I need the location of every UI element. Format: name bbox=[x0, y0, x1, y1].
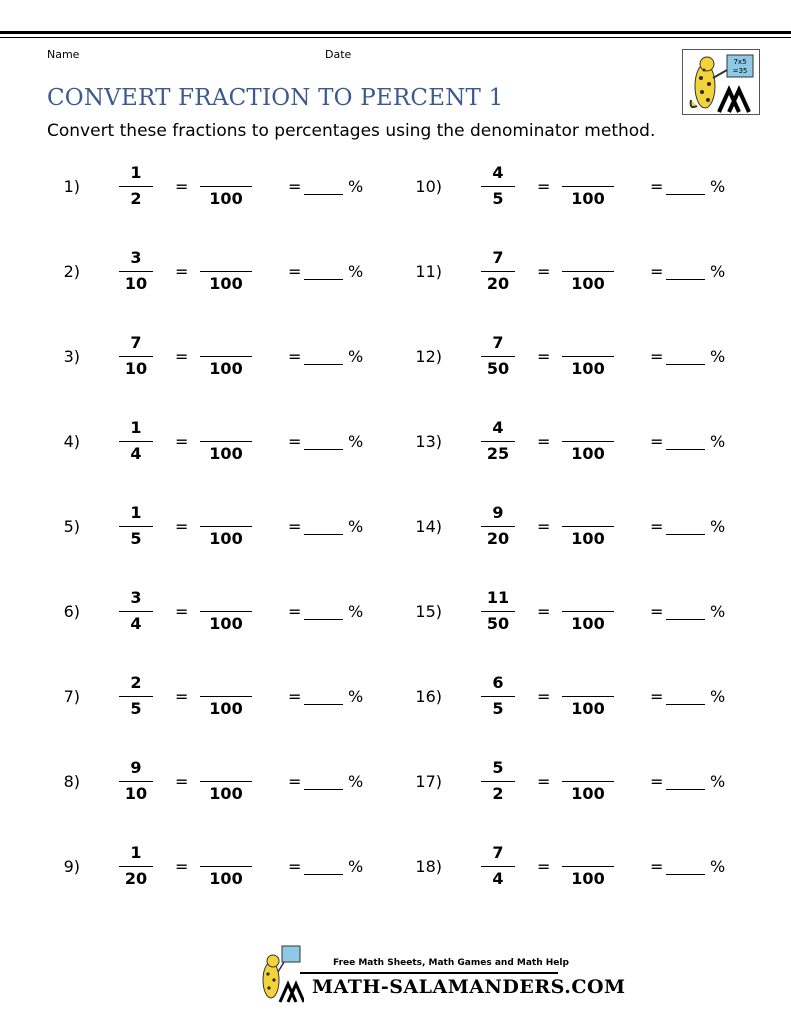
problem-item bbox=[402, 418, 732, 478]
hundred-denominator: 100 bbox=[571, 274, 605, 293]
percent-sign: % bbox=[710, 517, 726, 536]
fraction-numerator: 7 bbox=[492, 333, 504, 352]
fraction-numerator: 1 bbox=[130, 163, 142, 182]
fraction-denominator: 50 bbox=[486, 614, 510, 633]
problem-number: 18) bbox=[415, 857, 442, 876]
fraction-numerator: 3 bbox=[130, 588, 142, 607]
fraction-numerator: 2 bbox=[130, 673, 142, 692]
name-label: Name bbox=[47, 48, 80, 61]
fraction-numerator: 5 bbox=[492, 758, 504, 777]
equals-sign: = bbox=[288, 517, 302, 536]
svg-text:7x5: 7x5 bbox=[733, 58, 747, 66]
hundred-denominator: 100 bbox=[571, 614, 605, 633]
percent-answer-blank[interactable] bbox=[666, 619, 705, 620]
percent-answer-blank[interactable] bbox=[666, 534, 705, 535]
instructions: Convert these fractions to percentages using the denominator method. bbox=[47, 121, 656, 141]
equals-sign: = bbox=[537, 687, 551, 706]
percent-sign: % bbox=[710, 432, 726, 451]
equals-sign: = bbox=[537, 772, 551, 791]
fraction-denominator: 25 bbox=[486, 444, 510, 463]
fraction-numerator: 1 bbox=[130, 843, 142, 862]
percent-sign: % bbox=[710, 347, 726, 366]
percent-answer-blank[interactable] bbox=[304, 874, 343, 875]
hundred-denominator: 100 bbox=[209, 699, 243, 718]
percent-sign: % bbox=[348, 857, 364, 876]
problem-number: 15) bbox=[415, 602, 442, 621]
problem-number: 12) bbox=[415, 347, 442, 366]
problem-item bbox=[40, 843, 370, 903]
equals-sign: = bbox=[288, 177, 302, 196]
hundred-denominator: 100 bbox=[209, 274, 243, 293]
equals-sign: = bbox=[537, 347, 551, 366]
problem-number: 10) bbox=[415, 177, 442, 196]
problem-item bbox=[402, 673, 732, 733]
problem-item bbox=[40, 503, 370, 563]
fraction-bar bbox=[119, 526, 153, 527]
blank-fraction-bar bbox=[200, 611, 252, 612]
problem-item bbox=[402, 588, 732, 648]
fraction-bar bbox=[119, 441, 153, 442]
percent-sign: % bbox=[710, 687, 726, 706]
footer-tagline: Free Math Sheets, Math Games and Math Help bbox=[333, 958, 569, 968]
fraction-bar bbox=[119, 356, 153, 357]
page-title: CONVERT FRACTION TO PERCENT 1 bbox=[47, 85, 504, 111]
salamander-footer-icon bbox=[258, 944, 304, 1004]
fraction-numerator: 7 bbox=[492, 248, 504, 267]
equals-sign: = bbox=[175, 517, 189, 536]
hundred-denominator: 100 bbox=[209, 869, 243, 888]
fraction-bar bbox=[119, 186, 153, 187]
fraction-bar bbox=[481, 186, 515, 187]
equals-sign: = bbox=[650, 347, 664, 366]
percent-sign: % bbox=[710, 857, 726, 876]
percent-answer-blank[interactable] bbox=[304, 704, 343, 705]
equals-sign: = bbox=[288, 347, 302, 366]
percent-sign: % bbox=[710, 772, 726, 791]
percent-answer-blank[interactable] bbox=[666, 789, 705, 790]
problem-number: 1) bbox=[63, 177, 80, 196]
problem-item bbox=[40, 163, 370, 223]
blank-fraction-bar bbox=[562, 356, 614, 357]
fraction-denominator: 4 bbox=[130, 614, 142, 633]
fraction-denominator: 5 bbox=[492, 189, 504, 208]
hundred-denominator: 100 bbox=[571, 189, 605, 208]
blank-fraction-bar bbox=[200, 271, 252, 272]
equals-sign: = bbox=[537, 262, 551, 281]
fraction-numerator: 1 bbox=[130, 503, 142, 522]
fraction-numerator: 7 bbox=[492, 843, 504, 862]
equals-sign: = bbox=[175, 432, 189, 451]
blank-fraction-bar bbox=[200, 186, 252, 187]
percent-answer-blank[interactable] bbox=[666, 874, 705, 875]
problem-number: 16) bbox=[415, 687, 442, 706]
percent-sign: % bbox=[348, 262, 364, 281]
footer-logo bbox=[258, 944, 304, 1004]
problem-item bbox=[402, 503, 732, 563]
fraction-denominator: 20 bbox=[124, 869, 148, 888]
fraction-numerator: 9 bbox=[130, 758, 142, 777]
problem-item bbox=[40, 758, 370, 818]
hundred-denominator: 100 bbox=[209, 359, 243, 378]
fraction-bar bbox=[481, 611, 515, 612]
equals-sign: = bbox=[175, 177, 189, 196]
equals-sign: = bbox=[288, 432, 302, 451]
fraction-denominator: 5 bbox=[492, 699, 504, 718]
percent-answer-blank[interactable] bbox=[304, 449, 343, 450]
fraction-numerator: 3 bbox=[130, 248, 142, 267]
problem-number: 7) bbox=[63, 687, 80, 706]
equals-sign: = bbox=[175, 262, 189, 281]
blank-fraction-bar bbox=[200, 526, 252, 527]
fraction-denominator: 20 bbox=[486, 274, 510, 293]
footer-site-link[interactable]: MATH-SALAMANDERS.COM bbox=[312, 976, 626, 998]
equals-sign: = bbox=[175, 347, 189, 366]
hundred-denominator: 100 bbox=[571, 784, 605, 803]
percent-answer-blank[interactable] bbox=[304, 789, 343, 790]
footer-rule bbox=[300, 972, 558, 974]
date-label: Date bbox=[325, 48, 352, 61]
percent-sign: % bbox=[710, 262, 726, 281]
percent-answer-blank[interactable] bbox=[304, 534, 343, 535]
fraction-denominator: 5 bbox=[130, 699, 142, 718]
fraction-bar bbox=[481, 271, 515, 272]
percent-answer-blank[interactable] bbox=[666, 449, 705, 450]
equals-sign: = bbox=[288, 857, 302, 876]
blank-fraction-bar bbox=[200, 441, 252, 442]
percent-answer-blank[interactable] bbox=[666, 194, 705, 195]
fraction-denominator: 4 bbox=[130, 444, 142, 463]
problem-number: 13) bbox=[415, 432, 442, 451]
fraction-bar bbox=[481, 441, 515, 442]
header-logo bbox=[682, 49, 760, 115]
hundred-denominator: 100 bbox=[209, 189, 243, 208]
problem-number: 9) bbox=[63, 857, 80, 876]
fraction-bar bbox=[481, 781, 515, 782]
hundred-denominator: 100 bbox=[209, 444, 243, 463]
percent-answer-blank[interactable] bbox=[666, 704, 705, 705]
fraction-bar bbox=[481, 526, 515, 527]
blank-fraction-bar bbox=[562, 186, 614, 187]
equals-sign: = bbox=[288, 772, 302, 791]
equals-sign: = bbox=[537, 517, 551, 536]
fraction-denominator: 10 bbox=[124, 359, 148, 378]
equals-sign: = bbox=[650, 432, 664, 451]
problem-item bbox=[402, 758, 732, 818]
fraction-denominator: 2 bbox=[492, 784, 504, 803]
fraction-bar bbox=[119, 866, 153, 867]
fraction-denominator: 2 bbox=[130, 189, 142, 208]
equals-sign: = bbox=[650, 177, 664, 196]
fraction-denominator: 5 bbox=[130, 529, 142, 548]
problem-item bbox=[40, 248, 370, 308]
percent-sign: % bbox=[710, 602, 726, 621]
equals-sign: = bbox=[650, 262, 664, 281]
equals-sign: = bbox=[537, 432, 551, 451]
hundred-denominator: 100 bbox=[571, 359, 605, 378]
percent-answer-blank[interactable] bbox=[666, 279, 705, 280]
hundred-denominator: 100 bbox=[571, 869, 605, 888]
problem-number: 17) bbox=[415, 772, 442, 791]
percent-answer-blank[interactable] bbox=[304, 619, 343, 620]
fraction-numerator: 1 bbox=[130, 418, 142, 437]
header-rule-thick bbox=[0, 31, 791, 34]
problem-number: 6) bbox=[63, 602, 80, 621]
problem-item bbox=[40, 333, 370, 393]
percent-sign: % bbox=[348, 687, 364, 706]
fraction-bar bbox=[119, 271, 153, 272]
hundred-denominator: 100 bbox=[209, 784, 243, 803]
fraction-bar bbox=[481, 356, 515, 357]
blank-fraction-bar bbox=[562, 271, 614, 272]
equals-sign: = bbox=[175, 772, 189, 791]
problem-item bbox=[402, 333, 732, 393]
fraction-denominator: 10 bbox=[124, 274, 148, 293]
percent-sign: % bbox=[348, 772, 364, 791]
fraction-denominator: 4 bbox=[492, 869, 504, 888]
fraction-numerator: 6 bbox=[492, 673, 504, 692]
problem-number: 5) bbox=[63, 517, 80, 536]
blank-fraction-bar bbox=[200, 356, 252, 357]
problem-number: 4) bbox=[63, 432, 80, 451]
equals-sign: = bbox=[175, 857, 189, 876]
percent-answer-blank[interactable] bbox=[304, 279, 343, 280]
fraction-denominator: 10 bbox=[124, 784, 148, 803]
fraction-bar bbox=[481, 866, 515, 867]
equals-sign: = bbox=[650, 772, 664, 791]
fraction-bar bbox=[119, 781, 153, 782]
svg-text:=35: =35 bbox=[732, 67, 748, 75]
fraction-bar bbox=[481, 696, 515, 697]
problem-item bbox=[402, 248, 732, 308]
blank-fraction-bar bbox=[562, 781, 614, 782]
problem-number: 11) bbox=[415, 262, 442, 281]
fraction-numerator: 4 bbox=[492, 163, 504, 182]
percent-sign: % bbox=[348, 602, 364, 621]
fraction-denominator: 50 bbox=[486, 359, 510, 378]
percent-sign: % bbox=[710, 177, 726, 196]
blank-fraction-bar bbox=[562, 696, 614, 697]
equals-sign: = bbox=[288, 602, 302, 621]
fraction-numerator: 7 bbox=[130, 333, 142, 352]
fraction-denominator: 20 bbox=[486, 529, 510, 548]
salamander-logo-icon bbox=[683, 50, 759, 114]
equals-sign: = bbox=[537, 602, 551, 621]
hundred-denominator: 100 bbox=[571, 699, 605, 718]
blank-fraction-bar bbox=[562, 526, 614, 527]
equals-sign: = bbox=[650, 687, 664, 706]
equals-sign: = bbox=[650, 517, 664, 536]
hundred-denominator: 100 bbox=[209, 614, 243, 633]
blank-fraction-bar bbox=[200, 866, 252, 867]
fraction-numerator: 4 bbox=[492, 418, 504, 437]
percent-sign: % bbox=[348, 517, 364, 536]
problem-number: 8) bbox=[63, 772, 80, 791]
problem-number: 3) bbox=[63, 347, 80, 366]
blank-fraction-bar bbox=[562, 611, 614, 612]
fraction-bar bbox=[119, 696, 153, 697]
percent-answer-blank[interactable] bbox=[666, 364, 705, 365]
problem-item bbox=[40, 673, 370, 733]
problem-item bbox=[402, 163, 732, 223]
fraction-bar bbox=[119, 611, 153, 612]
blank-fraction-bar bbox=[200, 781, 252, 782]
problem-number: 14) bbox=[415, 517, 442, 536]
percent-sign: % bbox=[348, 177, 364, 196]
equals-sign: = bbox=[175, 602, 189, 621]
equals-sign: = bbox=[288, 687, 302, 706]
equals-sign: = bbox=[537, 177, 551, 196]
fraction-numerator: 9 bbox=[492, 503, 504, 522]
percent-sign: % bbox=[348, 432, 364, 451]
percent-sign: % bbox=[348, 347, 364, 366]
equals-sign: = bbox=[650, 602, 664, 621]
hundred-denominator: 100 bbox=[571, 444, 605, 463]
hundred-denominator: 100 bbox=[571, 529, 605, 548]
blank-fraction-bar bbox=[200, 696, 252, 697]
fraction-numerator: 11 bbox=[486, 588, 510, 607]
blank-fraction-bar bbox=[562, 866, 614, 867]
percent-answer-blank[interactable] bbox=[304, 194, 343, 195]
equals-sign: = bbox=[288, 262, 302, 281]
equals-sign: = bbox=[175, 687, 189, 706]
equals-sign: = bbox=[650, 857, 664, 876]
problem-item bbox=[40, 418, 370, 478]
blank-fraction-bar bbox=[562, 441, 614, 442]
equals-sign: = bbox=[537, 857, 551, 876]
header-rule-thin bbox=[0, 37, 791, 38]
hundred-denominator: 100 bbox=[209, 529, 243, 548]
percent-answer-blank[interactable] bbox=[304, 364, 343, 365]
problem-item bbox=[40, 588, 370, 648]
problem-number: 2) bbox=[63, 262, 80, 281]
problem-item bbox=[402, 843, 732, 903]
